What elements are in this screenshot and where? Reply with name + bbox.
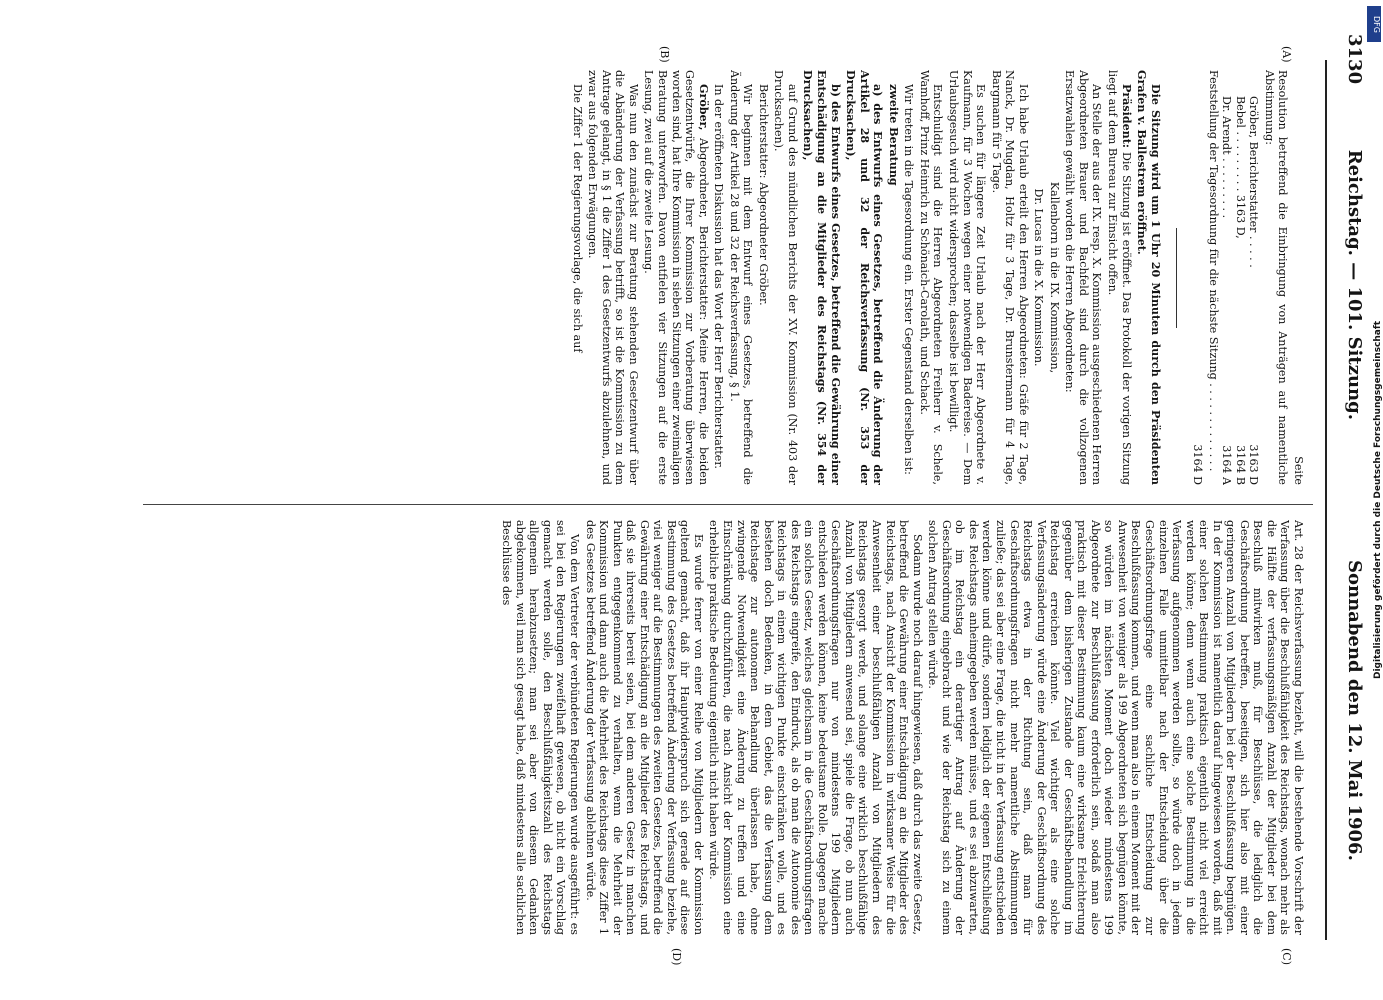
paragraph: Was nun den zunächst zur Beratung stehenden Gesetzentwurf über die Abänderung der Verfassung betrifft, so ist die Kommission zu dem Antrage gelangt, in § 1 die Ziffer 1 des Gesetzentwurfs abzulehnen, und zwar aus folgenden Erwägungen. [586,70,640,485]
paragraph: Wir beginnen mit dem Entwurf eines Gesetzes, betreffend die Änderung der Artikel 28 und 32 der Reichsverfassung, § 1. [727,70,755,485]
dfg-logo: DFG [1367,6,1381,42]
page-number: 3130 [1344,34,1365,85]
section-rule [1176,228,1177,328]
column-divider [143,504,1313,505]
paragraph: Gröber, Abgeordneter, Berichterstatter: Meine Herren, die beiden Gesetzentwürfe, die Ihrer Kommission zur Vorberatung überwiesen worden sind, hat Ihre Kommission in sieben Sitzungen einer zweimaligen Beratung unterworfen. Davon entfielen vier Sitzungen auf die erste Lesung, zwei auf die zweite Lesung. [642,70,710,485]
paragraph: Von dem Vertreter der verbündeten Regierungen wurde ausgeführt: es sei bei den Regierungen zweifelhaft gewesen, ob nicht ein Vorschlag gemacht werden solle, den Beschlußfähigkeitszahl des Reichstags allgemein herabzusetzen; man sei aber von diesem Gedanken abgekommen, weil man sich gesagt habe, daß mindestens alle sachlichen Beschlüsse des [500,520,582,935]
paragraph: An Stelle der aus der IX. resp. X. Kommission ausgeschiedenen Herren Abgeordneten Brauer und Bachfeld sind durch die vollzogenen Ersatzwahlen gewählt worden die Herren Abgeordneten: [1063,70,1104,485]
paragraph: auf Grund des mündlichen Berichts der XV. Kommission (Nr. 403 der Drucksachen). [772,70,799,485]
paragraph: Präsident: Die Sitzung ist eröffnet. Das Protokoll der vorigen Sitzung liegt auf dem Bureau zur Einsicht offen. [1105,70,1133,485]
paragraph: In der eröffneten Diskussion hat das Wort der Herr Berichterstatter. [712,84,726,469]
toc-next: Feststellung der Tagesordnung für die nächste Sitzung . . . . . . . . . . . . . [1206,70,1220,472]
right-column [105,520,1305,935]
paragraph: Wir treten in die Tagesordnung ein. Erster Gegenstand derselben ist: [902,84,916,475]
margin-mark-c: (C) [1280,948,1293,965]
digitization-note: Digitalisierung gefördert durch die Deutsche Forschungsgemeinschaft [1373,320,1383,680]
seite-label: Seite [1292,456,1305,485]
toc-entry: Dr. Arendt . . . . . . . . . 3164 A [1220,96,1234,485]
margin-mark-d: (D) [670,948,683,966]
header-left: Reichstag. — 101. Sitzung. [1344,149,1365,420]
toc-intro: Resolution betreffend die Einbringung von Anträgen auf namentliche Abstimmung: [1262,70,1290,485]
paragraph: Es suchen für längere Zeit Urlaub nach der Herr Abgeordnete v. Kaufmann, für 3 Wochen wegen einer notwendigen Badereise. — Dem Urlaubsgesuch wird nicht widersprochen; dasselbe ist bewilligt. [946,70,988,485]
paragraph: Ich habe Urlaub erteilt den Herren Abgeordneten: Gräfe für 2 Tage, Nanck, Dr. Mugdan, Holtz für 3 Tage, Dr. Brunstermann für 4 Tage, Bargmann für 5 Tage. [989,70,1030,485]
opening-paragraph: Die Sitzung wird um 1 Uhr 20 Minuten durch den Präsidenten Grafen v. Ballestrem eröffnet. [1135,70,1162,485]
left-column [105,70,1305,485]
paragraph: Art. 28 der Reichsverfassung bezieht, will die bestehende Vorschrift der Verfassung über die Beschlußfähigkeit des Reichstags, wonach mehr als die Hälfte der verfassungsmäßigen Anzahl der Mitglieder bei dem Beschluß mitwirken muß, für Beschlüsse, die lediglich die Geschäftsordnung betreffen, beseitigen, sich hier also mit einer geringeren Anzahl von Mitgliedern bei der Beschlußfassung begnügen. In der Kommission ist namentlich darauf hingewiesen worden, daß mit einer solchen Bestimmung praktisch eigentlich nicht viel erreicht werden könne; denn wenn auch eine solche Bestimmung in die Verfassung aufgenommen werden sollte, so würde doch in jedem einzelnen Falle unmittelbar nach der Entscheidung über die Geschäftsordnungsfrage eine sachliche Entscheidung zur Beschlußfassung kommen, und wenn man also in einem Moment mit der Anwesenheit von weniger als 199 Abgeordneten sich begnügen könnte, so würden im nächsten Moment doch wieder mindestens 199 Abgeordnete zur Beschlußfassung erforderlich sein, sodaß man also praktisch mit dieser Bestimmung kaum eine wirksame Erleichterung gegenüber dem bisherigen Zustande der Geschäftsbehandlung im Reichstag erreichen könnte. Viel wichtiger als eine solche Verfassungsänderung würde eine Änderung der Geschäftsordnung des Reichstags etwa in der Richtung sein, daß man für Geschäftsordnungsfragen nicht mehr namentliche Abstimmungen zuließe; das sei aber eine Frage, die nicht in der Verfassung entschieden werden könne und dürfe, sondern lediglich der eigenen Entschließung des Reichstags anheimgegeben werden müsse, und es sei abzuwarten, ob im Reichstag ein derartiger Antrag auf Änderung der Geschäftsordnung eingebracht und wie der Reichstag sich zu einem solchen Antrag stellen würde. [926,520,1305,935]
toc-entry: Gröber, Berichterstatter . . . . . 3163 D [1247,96,1261,485]
paragraph: zweite Beratung [886,84,900,186]
paragraph: Berichterstatter: Abgeordneter Gröber. [756,84,770,306]
paragraph: Dr. Lucas in die X. Kommission. [1032,188,1046,367]
paragraph: a) des Entwurfs eines Gesetzes, betreffend die Änderung der Artikel 28 und 32 der Reichsverfassung (Nr. 353 der Drucksachen), [844,70,885,485]
toc-entry: Bebel . . . . . . . . . 3163 D, 3164 B [1233,96,1247,485]
margin-mark-a: (A) [1280,46,1293,63]
paragraph: Entschuldigt sind die Herren Abgeordneten Freiherr v. Schele, Wamhoff, Prinz Heinrich zu Schönaich-Carolath, und Schack. [917,70,945,485]
paragraph: Die Ziffer 1 der Regierungsvorlage, die sich auf [570,84,584,353]
paragraph: b) des Entwurfs eines Gesetzes, betreffend die Gewährung einer Entschädigung an die Mitglieder des Reichstags (Nr. 354 der Drucksachen), [801,70,842,485]
header-right: Sonnabend den 12. Mai 1906. [1344,560,1365,861]
paragraph: Kallenborn in die IX. Kommission, [1047,181,1061,374]
header-rule [1325,60,1327,940]
margin-mark-b: (B) [658,46,671,63]
toc-next-page: 3164 D [1191,444,1205,485]
paragraph: Sodann wurde noch darauf hingewiesen, daß durch das zweite Gesetz, betreffend die Gewährung einer Entschädigung an die Mitglieder des Reichstags, nach Ansicht der Kommission in wirksamer Weise für die Anwesenheit einer beschlußfähigen Anzahl von Mitgliedern des Reichstags gesorgt werde, und solange eine wirklich beschlußfähige Anzahl von Mitgliedern anwesend sei, spiele die Frage, ob nun auch Geschäftsordnungsfragen nur von mindestens 199 Mitgliedern entschieden werden können, keine bedeutsame Rolle. Dagegen mache ein solches Gesetz, welches gleichsam in die Geschäftsordnungsfragen des Reichstags eingreife, den Eindruck, als ob man die Autonomie des Reichstags in einem wichtigen Punkte einschränken wolle, und es bestehen doch Bedenken, in dem Gebiet, das die Verfassung dem Reichstage zur autonomen Behandlung überlassen habe, ohne zwingende Notwendigkeit eine Änderung zu treffen und eine Einschränkung durchzuführen, die nach Ansicht der Kommission eine erhebliche praktische Bedeutung eigentlich nicht haben würde. [707,520,924,935]
paragraph: Es wurde ferner von einer Reihe von Mitgliedern der Kommission geltend gemacht, daß ihr Hauptwiderspruch sich gerade auf diese Bestimmung des Gesetzes betreffend Änderung der Verfassung beziehe, viel weniger auf die Bestimmungen des zweiten Gesetzes, betreffend die Gewährung einer Entschädigung an die Mitglieder des Reichstags, und daß sie ihrerseits bereit seien, bei dem anderen Gesetz in manchen Punkten entgegenkommend zu verhalten, wenn die Mehrheit der Kommission und dann auch die Mehrheit des Reichstags diese Ziffer 1 des Gesetzes betreffend Änderung der Verfassung ablehnen würde. [583,520,705,935]
